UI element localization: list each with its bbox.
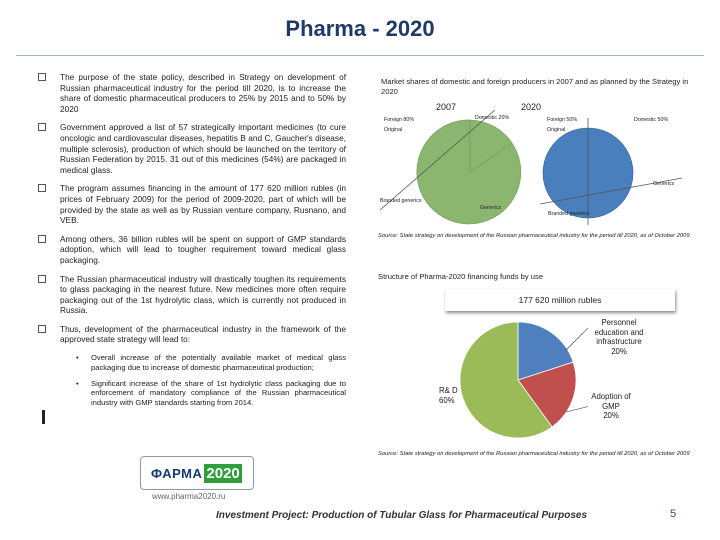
year-2007-label: 2007 <box>436 102 457 112</box>
bullet-text: Among others, 36 billion rubles will be spent on support of GMP standards adoption, which will lead to tougher requirement toward medical glass packaging. <box>60 233 346 265</box>
bullet-development <box>38 324 346 345</box>
leader-line-personnel <box>566 326 588 350</box>
label-2020-generics: Generics <box>653 181 675 187</box>
market-share-diagram <box>378 110 708 225</box>
bullet-text: The program assumes financing in the amount of 177 620 million rubles (in prices of February 2009) for the period of 2009-2020, part of which will be provided by the state as well as by Russian venture company, Rusnano, and VEB. <box>60 183 346 226</box>
checkbox-bullet-icon <box>38 73 46 81</box>
market-share-heading: Market shares of domestic and foreign producers in 2007 and as planned by the Strategy in 2020 <box>381 77 689 96</box>
label-2020-domestic: Domestic 50% <box>634 117 669 123</box>
bullet-text: The purpose of the state policy, described in Strategy on development of Russian pharmaceutical industry for the period till 2020, is to increase the share of domestic pharmaceutical producers to 25% by 2015 and to 50% by 2020 <box>60 72 346 114</box>
label-2020-original: Original <box>547 127 566 133</box>
dot-bullet-icon: • <box>76 378 79 388</box>
total-financing-box: 177 620 million rubles <box>445 289 675 311</box>
label-2007-original: Original <box>384 127 403 133</box>
title-divider <box>16 55 704 56</box>
pie-label-personnel <box>588 318 650 356</box>
pie-label-rnd <box>439 386 459 405</box>
bullet-policy-purpose <box>38 72 346 114</box>
sub-bullet-text: Overall increase of the potentially available market of medical glass packaging due to increase of domestic pharmaceutical production; <box>91 353 346 372</box>
checkbox-bullet-icon <box>38 123 46 131</box>
checkbox-bullet-icon <box>38 235 46 243</box>
pie-label-personnel-value: 20% <box>611 346 627 356</box>
bullet-financing <box>38 183 346 225</box>
bullet-text: The Russian pharmaceutical industry will drastically toughen its requirements to glass packaging in the nearest future. New medicines more often require packaging out of the 1st hydrolytic class, which is currently not produced in Russia. <box>60 273 346 316</box>
financing-pie-chart <box>448 320 588 440</box>
bullet-medicines-list <box>38 122 346 175</box>
pie-label-gmp <box>588 392 634 421</box>
page-number: 5 <box>670 508 677 520</box>
sub-bullet-text: Significant increase of the share of 1st hydrolytic class packaging due to enforcement of mandatory compliance of the Russian pharmaceutical industry with GMP standards starting from 2014. <box>91 378 346 408</box>
pharma-2020-logo <box>140 456 254 490</box>
label-2007-foreign: Foreign 80% <box>384 117 415 123</box>
bullet-glass-requirements <box>38 274 346 316</box>
label-2020-branded: Branded generics <box>548 211 590 217</box>
checkbox-bullet-icon <box>38 275 46 283</box>
website-link[interactable]: www.pharma2020.ru <box>152 492 226 501</box>
label-2007-domestic: Domestic 20% <box>475 115 510 121</box>
logo-year: 2020 <box>206 464 240 482</box>
bullet-text: Thus, development of the pharmaceutical industry in the framework of the approved state strategy will lead to: <box>60 323 346 345</box>
left-text-column <box>38 72 346 414</box>
year-2020-label: 2020 <box>521 102 542 112</box>
market-source-note: Source: State strategy on development of the Russian pharmaceutical industry for the period till 2020, as of October 2009 <box>378 233 690 239</box>
pie-label-gmp-value: 20% <box>603 411 619 420</box>
pie-label-rnd-value: 60% <box>439 395 455 405</box>
label-2007-generics: Generics <box>480 205 502 211</box>
structure-source-note: Source: State strategy on development of the Russian pharmaceutical industry for the period till 2020, as of October 2009 <box>378 451 690 457</box>
bullet-gmp-support <box>38 234 346 266</box>
label-2020-foreign: Foreign 50% <box>547 117 578 123</box>
page-title: Pharma - 2020 <box>285 16 435 41</box>
pie-label-personnel-name: Personnel education and infrastructure <box>594 318 644 346</box>
structure-heading: Structure of Pharma-2020 financing funds by use <box>378 272 544 281</box>
vertical-bar-mark <box>42 410 45 424</box>
pie-label-gmp-name: Adoption of GMP <box>591 392 631 411</box>
bullet-text: Government approved a list of 57 strategically important medicines (to cure oncologic and cardiovascular diseases, hepatitis B and C, Gaucher's disease, multiple sclerosis), production of which should be launched on the territory of Russian Federation by 2015. 31 out of this medicines (54%) are packaged in medical glass. <box>60 122 346 175</box>
pie-label-rnd-name: R& D <box>439 386 458 395</box>
footer-text: Investment Project: Production of Tubular Glass for Pharmaceutical Purposes <box>216 510 588 521</box>
sub-bullet-hydrolytic-share <box>38 379 346 408</box>
sub-bullet-market-increase <box>38 353 346 373</box>
checkbox-bullet-icon <box>38 325 46 333</box>
dot-bullet-icon: • <box>76 353 79 363</box>
logo-word: ФАРМА <box>151 465 203 481</box>
checkbox-bullet-icon <box>38 184 46 192</box>
label-2007-branded: Branded generics <box>380 198 422 204</box>
